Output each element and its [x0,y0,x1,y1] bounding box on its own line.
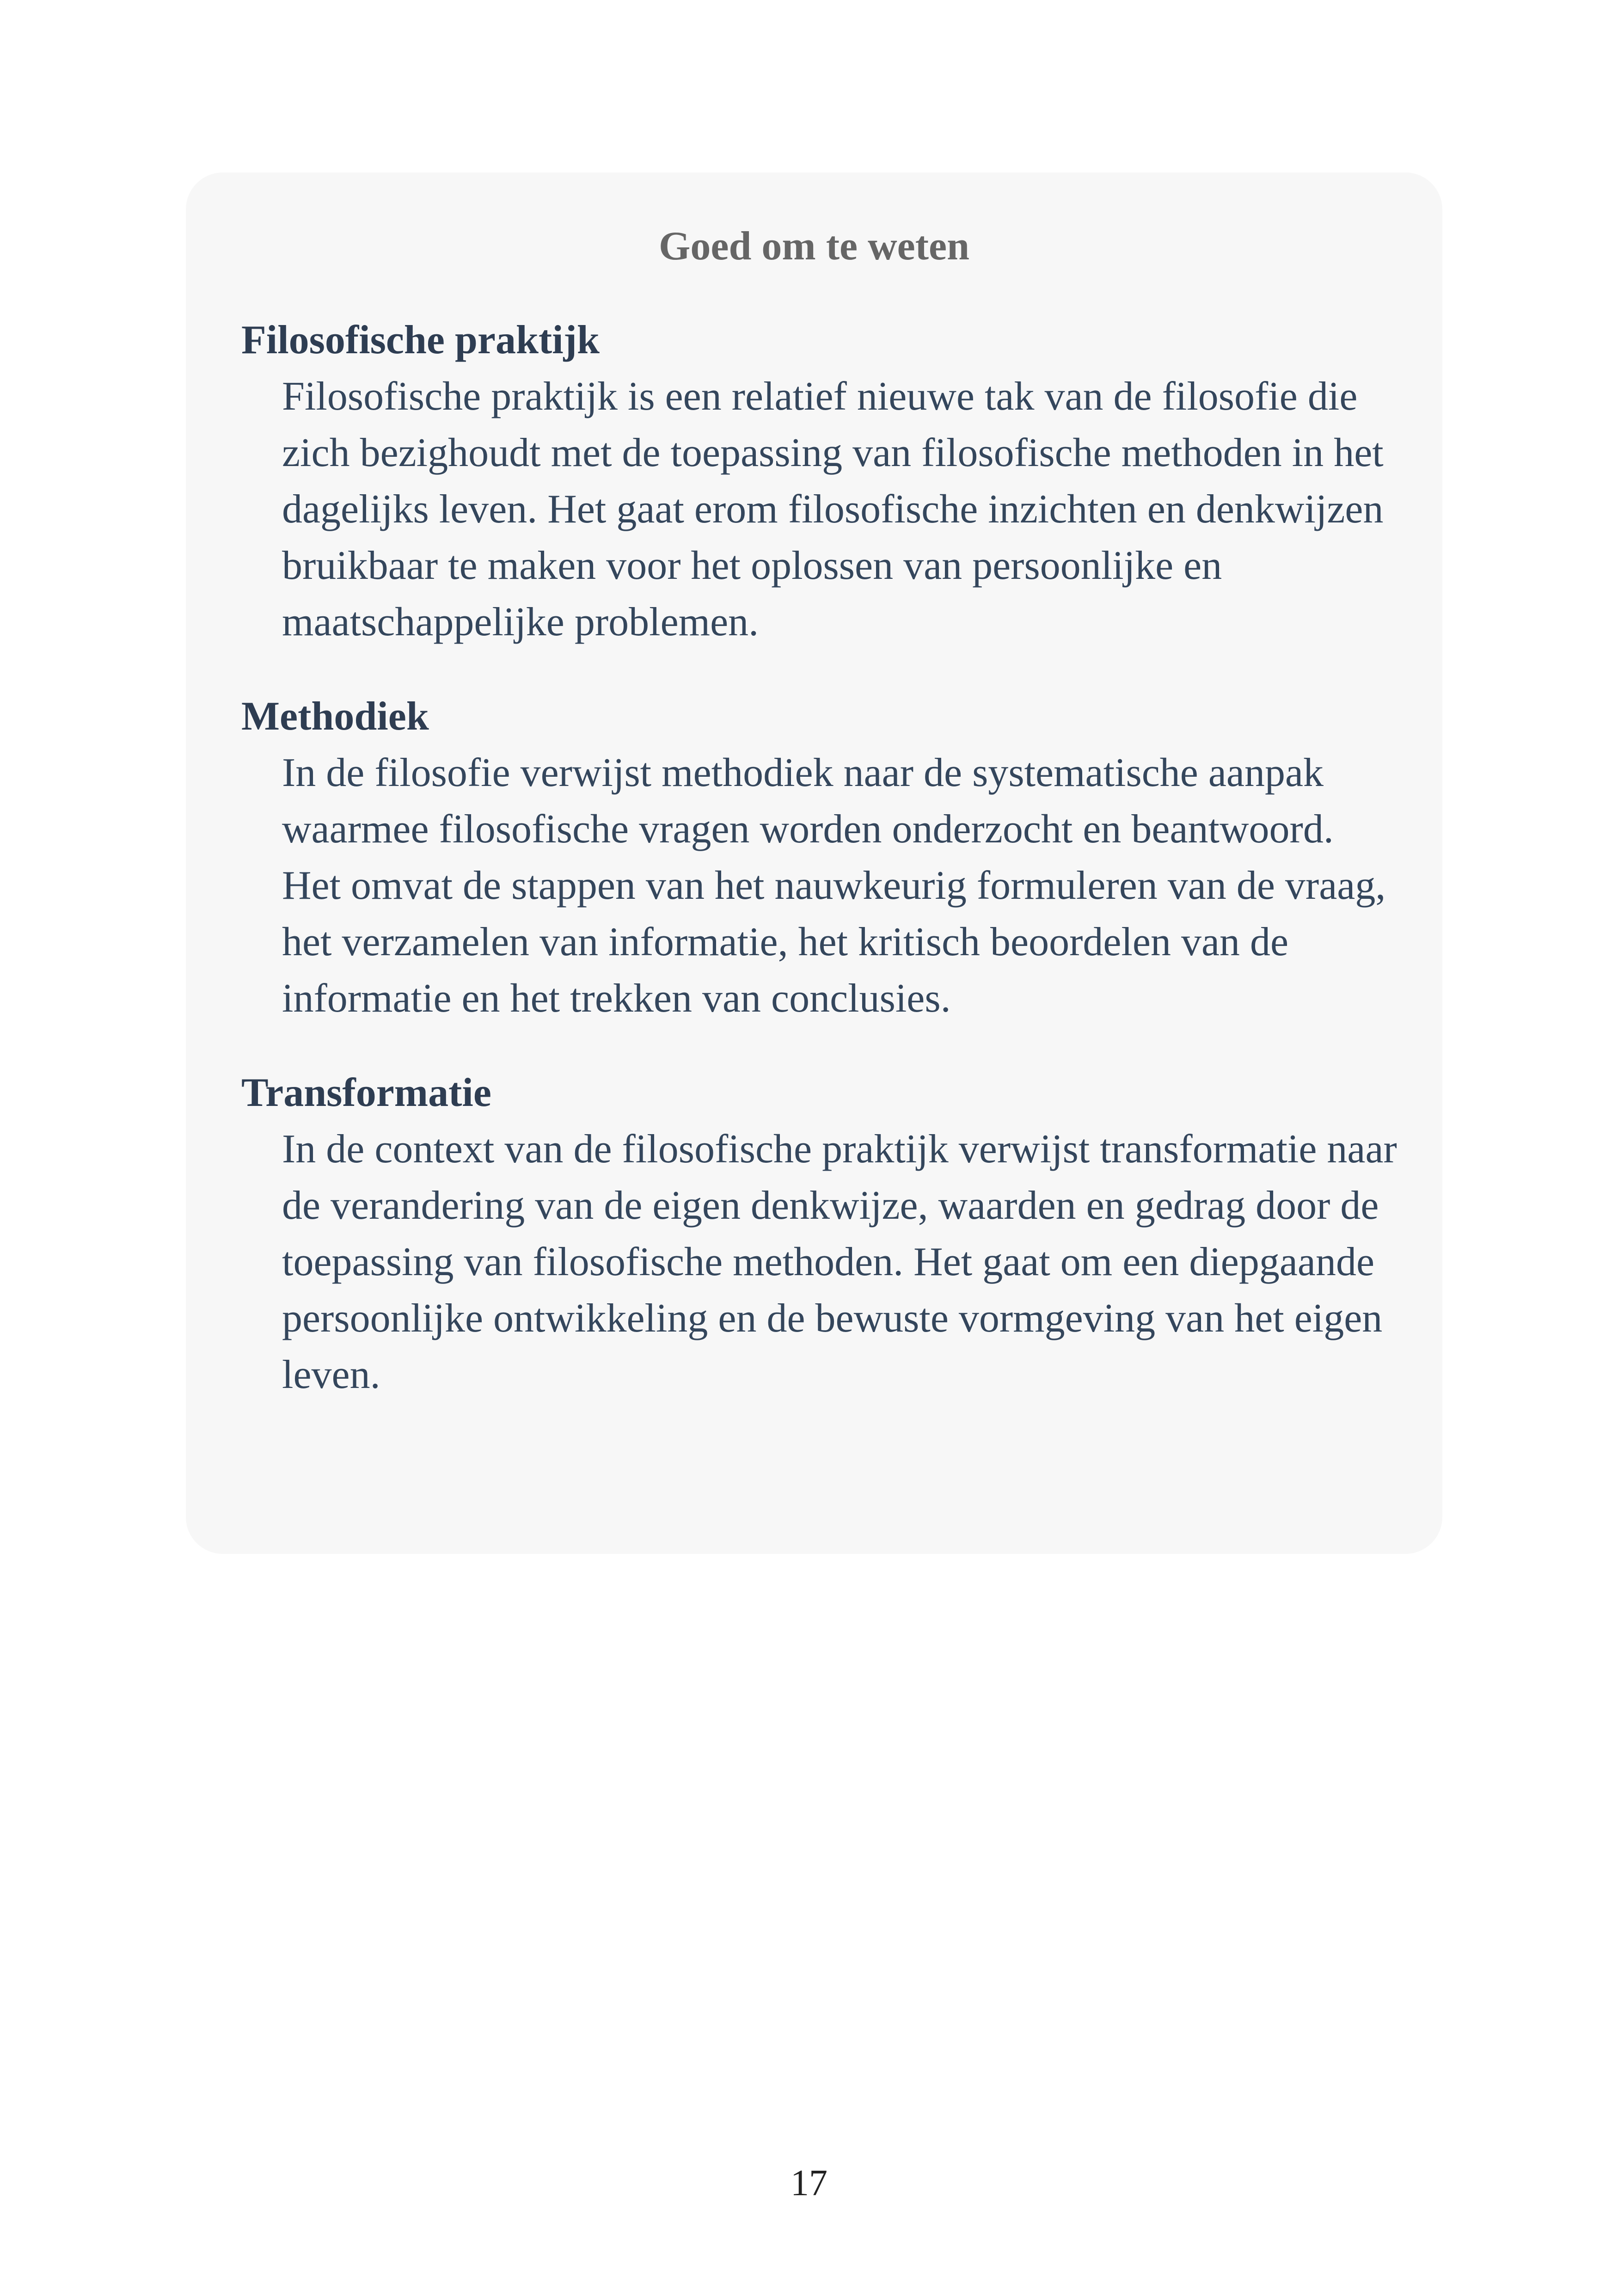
page-number: 17 [791,2163,827,2204]
term-transformatie [241,1065,1397,1403]
term-definition: In de filosofie verwijst methodiek naar de systematische aanpak waarmee filosofische vragen worden onderzocht en beantwoord. Het omvat de stappen van het nauwkeurig formuleren van de vraag, het verzamelen van informatie, het kritisch beoordelen van de informatie en het trekken van conclusies. [282,750,1386,1021]
box-title: Goed om te weten [658,224,970,269]
term-methodiek [241,688,1387,1027]
term-definition: Filosofische praktijk is een relatief nieuwe tak van de filosofie die zich bezighoudt met de toepassing van filosofische methoden in het dagelijks leven. Het gaat erom filosofische inzichten en denkwijzen bruikbaar te maken voor het oplossen van persoonlijke en maatschappelijke problemen. [282,374,1384,645]
term-title: Filosofische praktijk [241,318,600,362]
info-box [186,172,1442,1554]
term-title: Transformatie [241,1070,491,1115]
term-filosofische-praktijk [241,312,1387,651]
term-title: Methodiek [241,694,429,739]
term-definition: In de context van de filosofische praktijk verwijst transformatie naar de verandering van de eigen denkwijze, waarden en gedrag door de toepassing van filosofische methoden. Het gaat om een diepgaande persoonlijke ontwikkeling en de bewuste vormgeving van het eigen leven. [282,1127,1397,1397]
